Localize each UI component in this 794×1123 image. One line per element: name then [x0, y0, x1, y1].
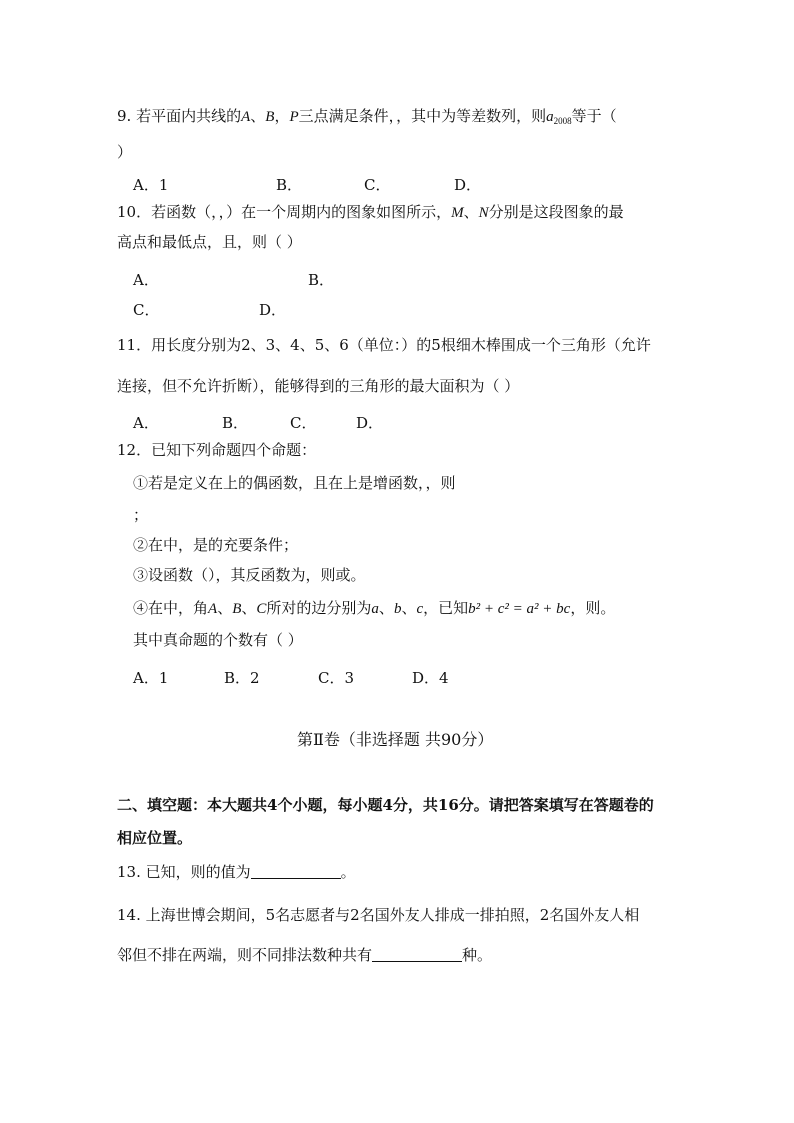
- q10-option-d: D．: [259, 301, 287, 319]
- q9-option-b: B．: [276, 176, 303, 194]
- q11-line2: 连接，但不允许折断），能够得到的三角形的最大面积为（ ）: [117, 377, 520, 395]
- q9-line1: 9. 若平面内共线的A、B，P三点满足条件，，其中为等差数列，则$a_{2008}$等于（: [117, 107, 617, 126]
- q14-line2: 邻但不排在两端，则不同排法数种共有 种。: [117, 946, 493, 964]
- q9-line2: ）: [117, 143, 133, 161]
- q13-answer-blank: [251, 864, 341, 879]
- q9-option-a: A．1: [133, 176, 169, 194]
- q12-option-a: A．1: [133, 669, 169, 687]
- q12-item2: ②在中，是的充要条件；: [133, 536, 299, 554]
- q10-line2: 高点和最低点，且，则（ ）: [117, 233, 302, 251]
- q12-option-c: C．3: [318, 669, 355, 687]
- q12-option-b: B．2: [224, 669, 260, 687]
- q9-option-d: D．: [454, 176, 482, 194]
- section2-heading-line2: 相应位置。: [117, 829, 193, 847]
- q12-ask: 其中真命题的个数有（ ）: [133, 631, 303, 649]
- q10-option-b: B．: [308, 271, 335, 289]
- q10-option-c: C．: [133, 301, 160, 319]
- q13-line: 13. 已知，则的值为 。: [117, 863, 356, 881]
- q10-option-a: A．: [133, 271, 159, 289]
- q10-line1: 10．若函数（，，）在一个周期内的图象如图所示，M、N分别是这段图象的最: [117, 203, 624, 221]
- q11-option-d: D．: [356, 414, 384, 432]
- q11-option-c: C．: [290, 414, 317, 432]
- q12-option-d: D．4: [412, 669, 449, 687]
- q11-line1: 11．用长度分别为2、3、4、5、6（单位：）的5根细木棒围成一个三角形（允许: [117, 336, 651, 354]
- q11-option-b: B．: [222, 414, 249, 432]
- section2-heading: 二、填空题：本大题共4个小题，每小题4分，共16分。请把答案填写在答题卷的: [117, 796, 654, 814]
- section2-title: 第Ⅱ卷（非选择题 共90分）: [297, 730, 494, 749]
- q12-item3: ③设函数（），其反函数为，则或。: [133, 566, 366, 584]
- q14-answer-blank: [372, 947, 462, 962]
- q12-item1-cont: ；: [133, 506, 149, 524]
- q12-line1: 12．已知下列命题四个命题：: [117, 441, 317, 459]
- q12-formula: b² + c² = a² + bc: [468, 601, 571, 617]
- q12-item4: ④在中，角A、B、C所对的边分别为a、b、c，已知b² + c² = a² + bc，则。: [133, 599, 616, 617]
- q9-option-c: C．: [364, 176, 391, 194]
- q12-item1: ①若是定义在上的偶函数，且在上是增函数，，则: [133, 474, 456, 492]
- q11-option-a: A．: [133, 414, 159, 432]
- q14-line1: 14. 上海世博会期间，5名志愿者与2名国外友人排成一排拍照，2名国外友人相: [117, 906, 640, 924]
